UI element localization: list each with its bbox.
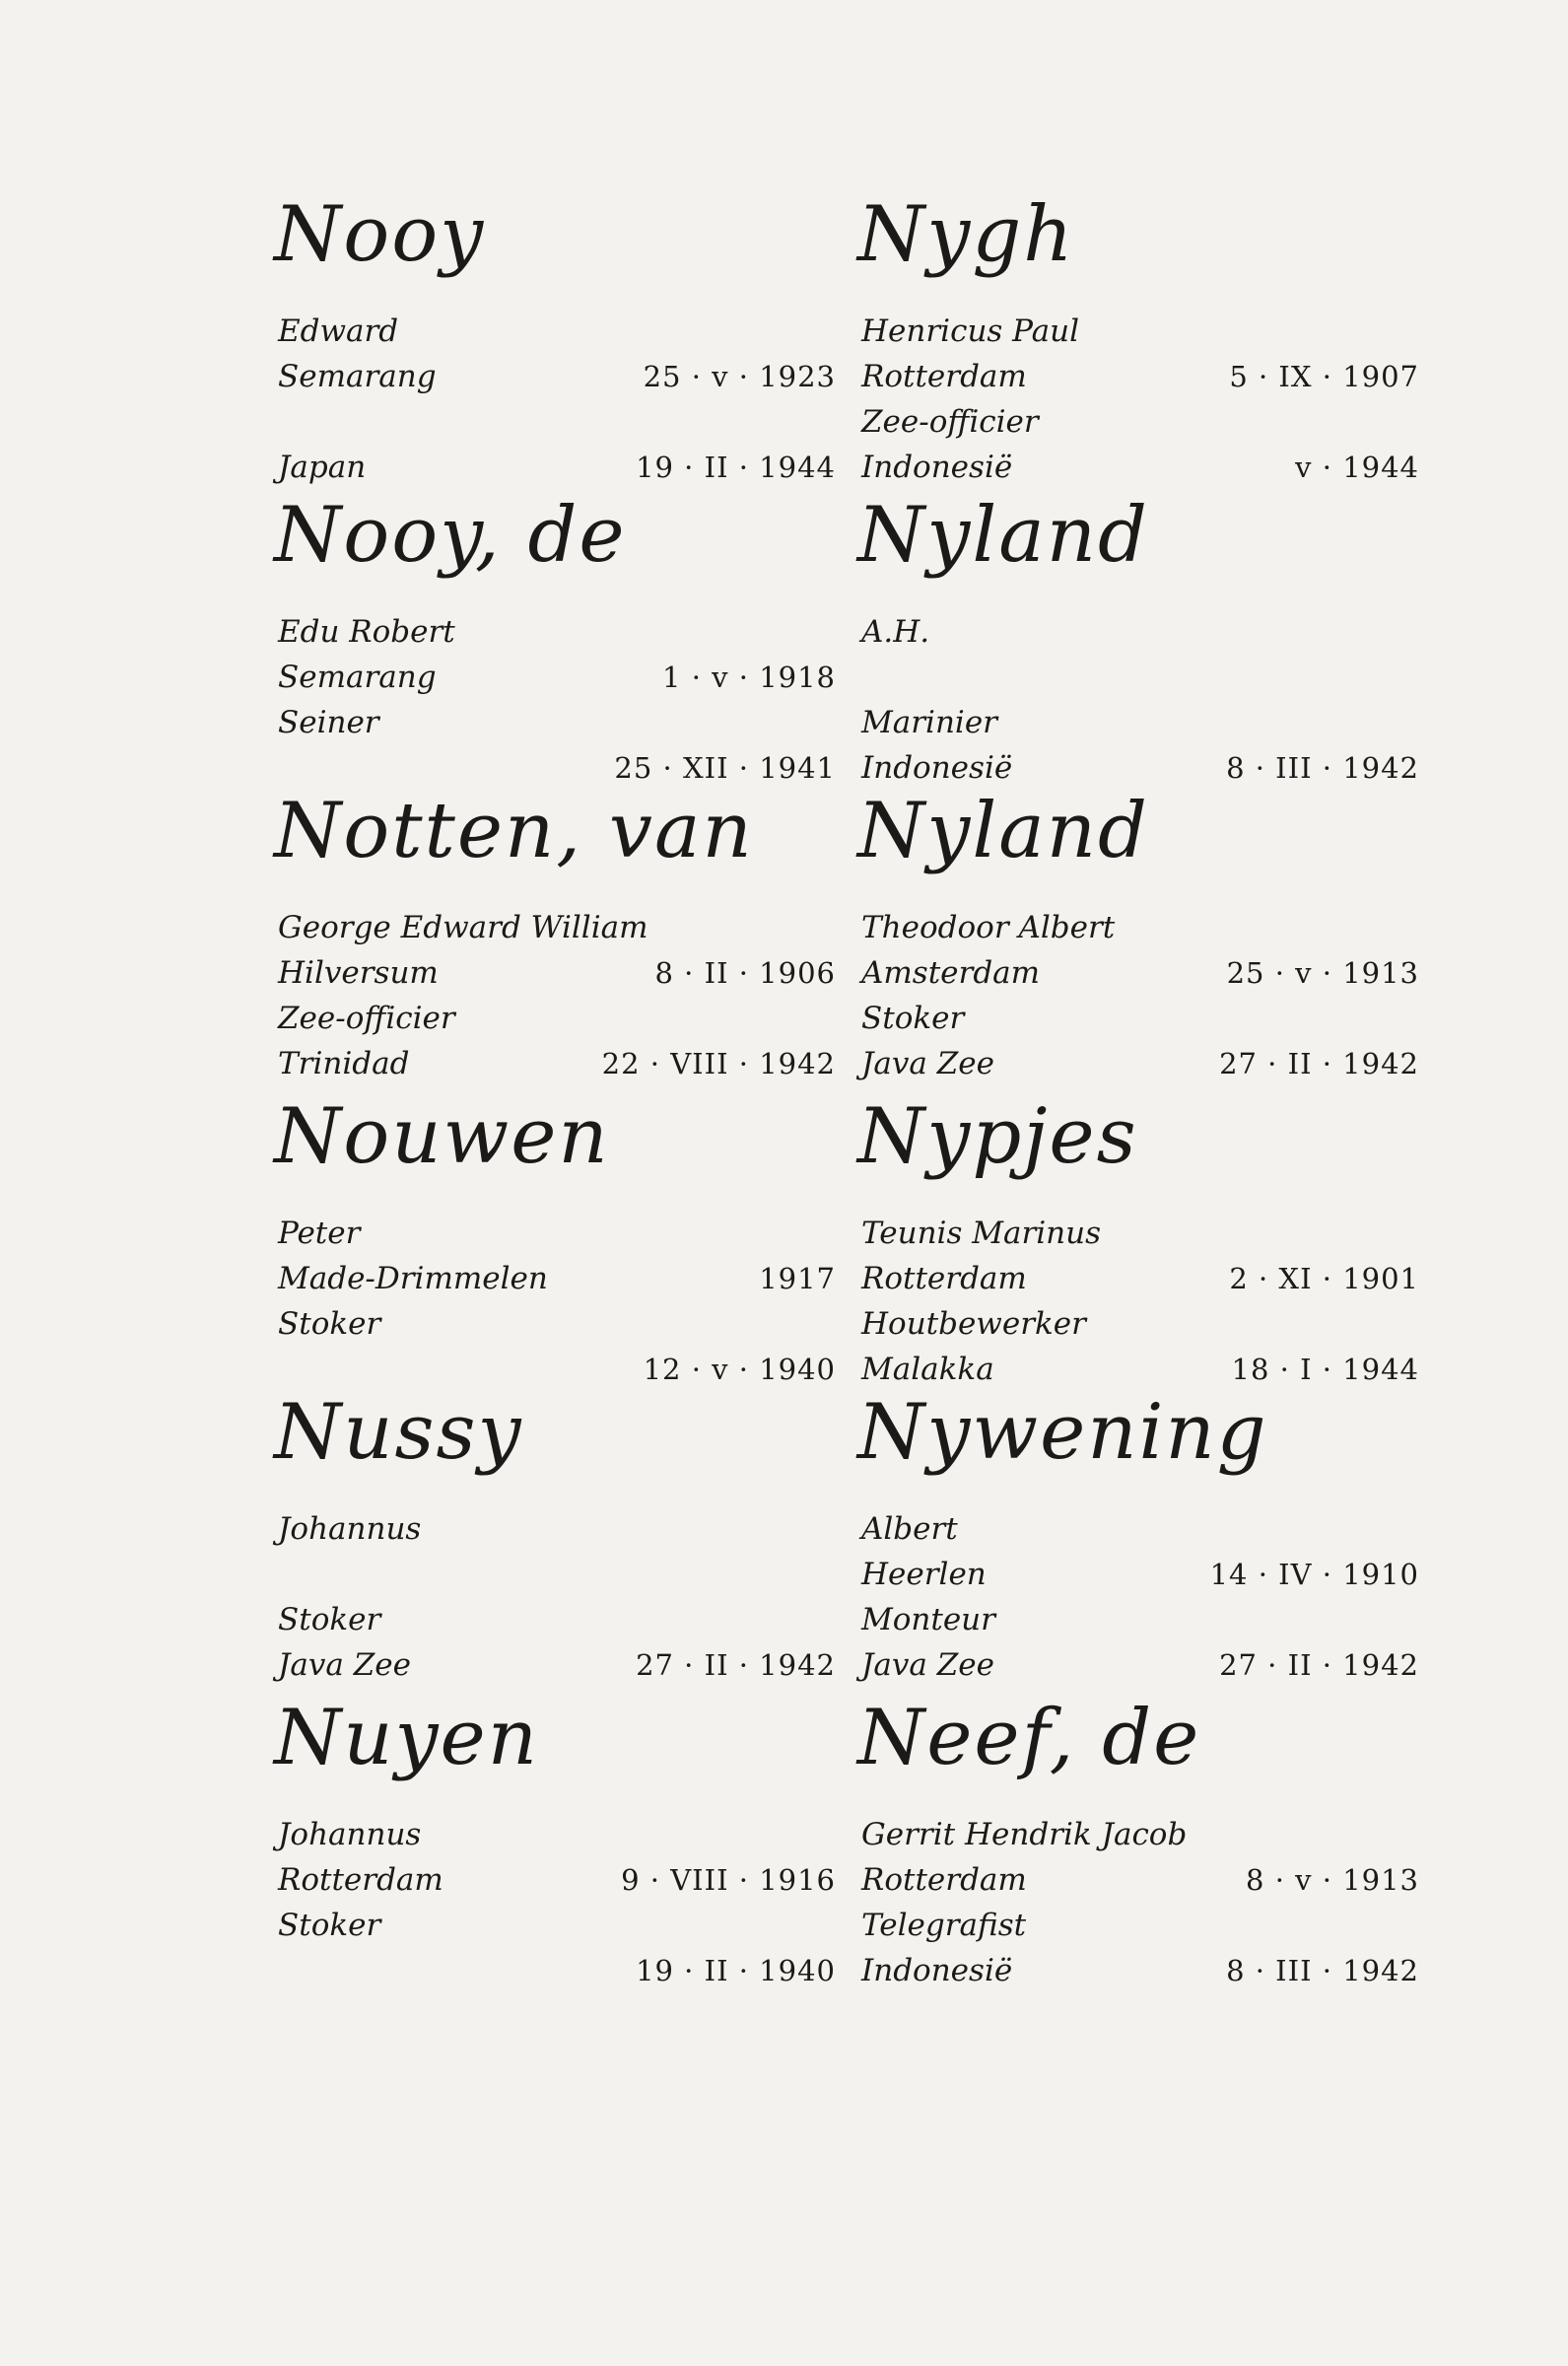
entry-line-text: A.H. bbox=[861, 614, 930, 650]
surname-heading: Nooy bbox=[274, 190, 486, 279]
surname-heading: Nussy bbox=[274, 1388, 523, 1477]
entry-line-text: Java Zee bbox=[278, 1647, 411, 1683]
entry-line-date: 8 · v · 1913 bbox=[1246, 1863, 1419, 1897]
entry-line bbox=[857, 1905, 1419, 1946]
entry-line-text: Gerrit Hendrik Jacob bbox=[861, 1817, 1188, 1852]
entry-line bbox=[274, 1950, 836, 1991]
entry-line-text: Rotterdam bbox=[861, 359, 1027, 394]
entry-line bbox=[857, 952, 1419, 994]
entry-line-date: 25 · XII · 1941 bbox=[614, 751, 836, 785]
entry-line bbox=[274, 1303, 836, 1345]
entry-line bbox=[857, 1859, 1419, 1901]
entry-line bbox=[274, 1043, 836, 1084]
entry-line-date: 5 · IX · 1907 bbox=[1229, 360, 1419, 393]
entry-line-text: Albert bbox=[861, 1511, 958, 1547]
entry-line-date: 1 · v · 1918 bbox=[662, 661, 836, 694]
entry-line-date: 14 · IV · 1910 bbox=[1209, 1558, 1419, 1591]
entry-line-text: Japan bbox=[278, 450, 367, 485]
entry-line bbox=[857, 1349, 1419, 1390]
entry-line bbox=[857, 747, 1419, 789]
surname-heading: Nuyen bbox=[274, 1694, 539, 1782]
entry-line-text: Houtbewerker bbox=[861, 1306, 1086, 1342]
surname-heading: Neef, de bbox=[857, 1694, 1201, 1782]
entry-line bbox=[274, 1349, 836, 1390]
entry-line-date: 8 · II · 1906 bbox=[654, 956, 836, 990]
entry-line bbox=[857, 1043, 1419, 1084]
entry-line-date: 22 · VIII · 1942 bbox=[601, 1047, 836, 1080]
entry-line-text: Amsterdam bbox=[861, 955, 1041, 991]
entry-line bbox=[274, 1859, 836, 1901]
entry-line bbox=[857, 1508, 1419, 1550]
entry-line-text: Heerlen bbox=[861, 1557, 987, 1592]
surname-heading: Nyland bbox=[857, 491, 1149, 580]
entry-line-text: Trinidad bbox=[278, 1046, 410, 1081]
surname-heading: Nypjes bbox=[857, 1092, 1138, 1181]
entry-line-date: 8 · III · 1942 bbox=[1226, 1954, 1419, 1987]
entry-line bbox=[857, 311, 1419, 352]
entry-line-text: Stoker bbox=[278, 1602, 381, 1637]
entry-line-date: 1917 bbox=[759, 1262, 836, 1295]
entry-line-date: 19 · II · 1944 bbox=[636, 451, 836, 484]
entry-line bbox=[857, 401, 1419, 443]
entry-line bbox=[274, 1644, 836, 1686]
entry-line-text: Stoker bbox=[861, 1001, 965, 1036]
surname-heading: Nyland bbox=[857, 787, 1149, 875]
entry-line bbox=[857, 1554, 1419, 1595]
entry-line bbox=[274, 1508, 836, 1550]
entry-line-text: Hilversum bbox=[278, 955, 439, 991]
entry-line-text: Stoker bbox=[278, 1908, 381, 1943]
entry-line-text: Peter bbox=[278, 1216, 361, 1251]
entry-line bbox=[274, 611, 836, 653]
entry-line bbox=[274, 1554, 836, 1595]
entry-line bbox=[274, 702, 836, 743]
entry-line bbox=[857, 447, 1419, 488]
entry-line bbox=[857, 702, 1419, 743]
entry-line-text: Malakka bbox=[861, 1352, 994, 1387]
entry-line bbox=[857, 1644, 1419, 1686]
entry-line-text: Rotterdam bbox=[278, 1862, 443, 1898]
entry-line-text: Marinier bbox=[861, 705, 998, 740]
entry-line-date: 27 · II · 1942 bbox=[1219, 1047, 1419, 1080]
entry-line bbox=[857, 1950, 1419, 1991]
entry-line bbox=[274, 1905, 836, 1946]
entry-line-text: Java Zee bbox=[861, 1046, 994, 1081]
entry-line-text: Rotterdam bbox=[861, 1261, 1027, 1296]
entry-line bbox=[274, 1258, 836, 1299]
entry-line-date: v · 1944 bbox=[1295, 451, 1419, 484]
entry-line bbox=[857, 1599, 1419, 1640]
entry-line-text: Rotterdam bbox=[861, 1862, 1027, 1898]
entry-line-text: Johannus bbox=[278, 1817, 422, 1852]
entry-line bbox=[274, 1599, 836, 1640]
surname-heading: Notten, van bbox=[274, 787, 754, 875]
entry-line-date: 12 · v · 1940 bbox=[643, 1353, 836, 1386]
entry-line bbox=[274, 952, 836, 994]
entry-line bbox=[274, 907, 836, 948]
entry-line bbox=[857, 1213, 1419, 1254]
entry-line-date: 25 · v · 1923 bbox=[643, 360, 836, 393]
entry-line bbox=[274, 356, 836, 397]
entry-line-text: Monteur bbox=[861, 1602, 995, 1637]
entry-line-text: Semarang bbox=[278, 359, 437, 394]
entry-line bbox=[274, 1814, 836, 1855]
surname-heading: Nooy, de bbox=[274, 491, 627, 580]
surname-heading: Nygh bbox=[857, 190, 1075, 279]
entry-line bbox=[857, 611, 1419, 653]
surname-heading: Nouwen bbox=[274, 1092, 610, 1181]
entry-line bbox=[274, 998, 836, 1039]
entry-line-text: Teunis Marinus bbox=[861, 1216, 1102, 1251]
entry-line bbox=[274, 311, 836, 352]
entry-line-text: Zee-officier bbox=[861, 404, 1039, 440]
right-column bbox=[857, 0, 1419, 2366]
entry-line-text: Seiner bbox=[278, 705, 379, 740]
entry-line-text: Semarang bbox=[278, 660, 437, 695]
entry-line bbox=[274, 447, 836, 488]
entry-line bbox=[274, 657, 836, 698]
entry-line bbox=[857, 1258, 1419, 1299]
entry-line bbox=[857, 1303, 1419, 1345]
entry-line-text: Edu Robert bbox=[278, 614, 455, 650]
entry-line-date: 9 · VIII · 1916 bbox=[621, 1863, 836, 1897]
entry-line-text: Java Zee bbox=[861, 1647, 994, 1683]
entry-line-date: 18 · I · 1944 bbox=[1231, 1353, 1419, 1386]
entry-line bbox=[274, 401, 836, 443]
entry-line-text: Theodoor Albert bbox=[861, 910, 1116, 945]
entry-line-date: 8 · III · 1942 bbox=[1226, 751, 1419, 785]
entry-line-date: 2 · XI · 1901 bbox=[1229, 1262, 1419, 1295]
entry-line-date: 19 · II · 1940 bbox=[636, 1954, 836, 1987]
entry-line-date: 27 · II · 1942 bbox=[1219, 1648, 1419, 1682]
entry-line-text: Indonesië bbox=[861, 1953, 1013, 1988]
surname-heading: Nywening bbox=[857, 1388, 1268, 1477]
entry-line bbox=[857, 657, 1419, 698]
entry-line bbox=[274, 1213, 836, 1254]
entry-line bbox=[857, 356, 1419, 397]
entry-line-text: Stoker bbox=[278, 1306, 381, 1342]
entry-line-text: Indonesië bbox=[861, 750, 1013, 786]
entry-line bbox=[857, 998, 1419, 1039]
entry-line bbox=[857, 1814, 1419, 1855]
entry-line bbox=[274, 747, 836, 789]
left-column bbox=[274, 0, 836, 2366]
entry-line bbox=[857, 907, 1419, 948]
entry-line-text: Edward bbox=[278, 313, 399, 349]
entry-line-text: Made-Drimmelen bbox=[278, 1261, 548, 1296]
entry-line-text: Telegrafist bbox=[861, 1908, 1027, 1943]
entry-line-text: Henricus Paul bbox=[861, 313, 1079, 349]
entry-line-text: Zee-officier bbox=[278, 1001, 455, 1036]
entry-line-text: Indonesië bbox=[861, 450, 1013, 485]
entry-line-text: Johannus bbox=[278, 1511, 422, 1547]
entry-line-date: 27 · II · 1942 bbox=[636, 1648, 836, 1682]
entry-line-text: George Edward William bbox=[278, 910, 648, 945]
entry-line-date: 25 · v · 1913 bbox=[1226, 956, 1419, 990]
